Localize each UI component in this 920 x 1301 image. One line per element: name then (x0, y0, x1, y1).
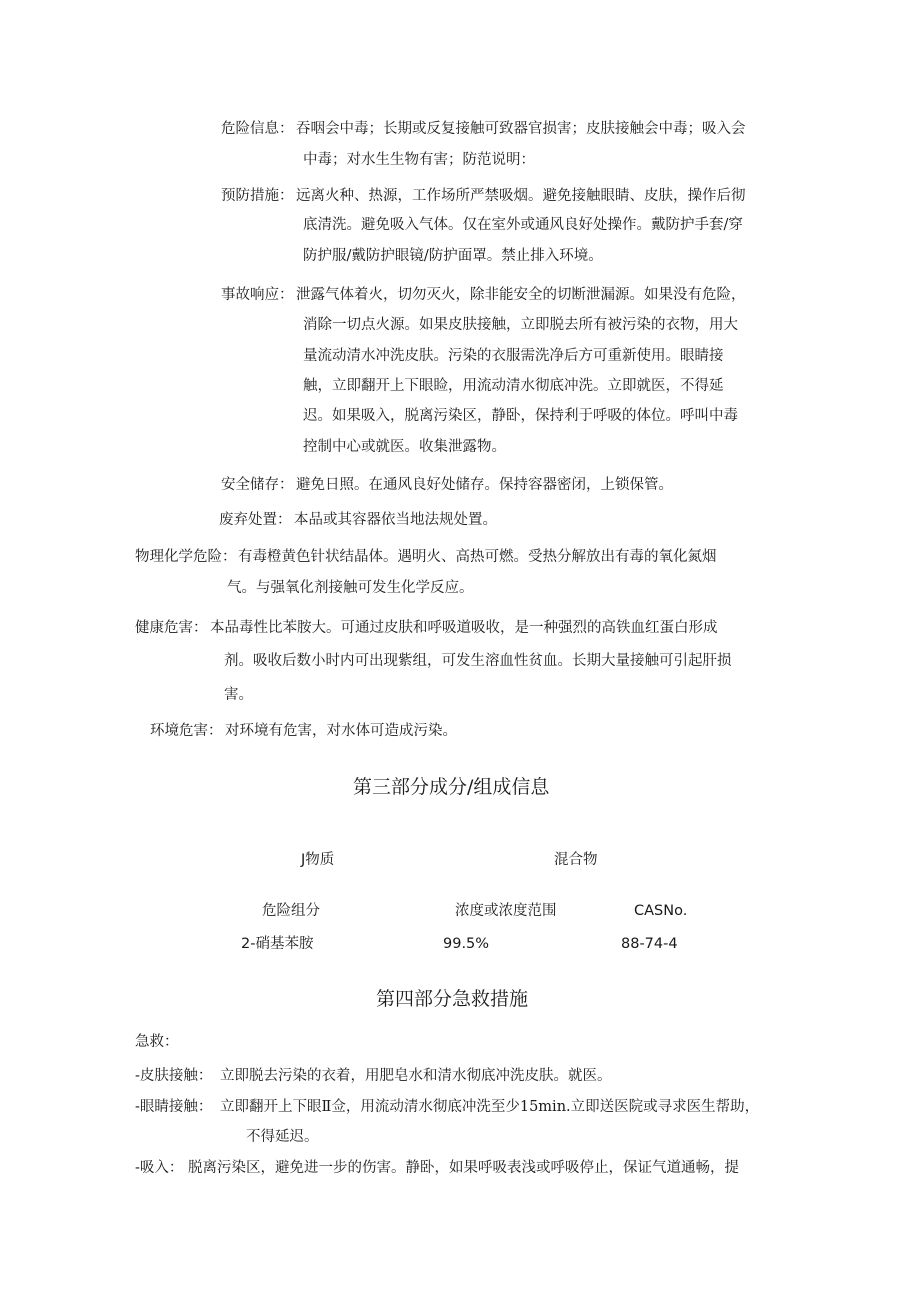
environment-line-1: 对环境有危害，对水体可造成污染。 (225, 723, 457, 739)
skin-contact-line-1: 立即脱去污染的衣着，用肥皂水和清水彻底冲洗皮肤。就医。 (220, 1068, 612, 1084)
eye-contact-line-2: 不得延迟。 (246, 1129, 319, 1145)
prevention-line-1: 远离火种、热源，工作场所严禁吸烟。避免接触眼睛、皮肤，操作后彻 (296, 188, 746, 204)
table-header-component: 危险组分 (262, 903, 320, 919)
hazard-info-line-1: 吞咽会中毒；长期或反复接触可致器官损害；皮肤接触会中毒；吸入会 (296, 121, 746, 137)
prevention-line-2: 底清洗。避免吸入气体。仅在室外或通风良好处操作。戴防护手套/穿 (303, 217, 743, 233)
disposal-line-1: 本品或其容器依当地法规处置。 (294, 512, 497, 528)
table-header-concentration: 浓度或浓度范围 (455, 903, 557, 919)
hazard-info-label: 危险信息： (221, 121, 294, 137)
table-cell-concentration: 99.5% (443, 936, 490, 952)
skin-contact-label: -皮肤接触： (135, 1068, 213, 1084)
substance-label: J物质 (301, 852, 335, 868)
storage-label: 安全储存： (221, 477, 294, 493)
disposal-label: 废弃处置： (219, 512, 292, 528)
physchem-line-2: 气。与强氧化剂接触可发生化学反应。 (227, 580, 474, 596)
response-label: 事故响应： (221, 287, 294, 303)
section4-title: 第四部分急救措施 (376, 988, 529, 1010)
health-line-3: 害。 (224, 687, 253, 703)
eye-contact-label: -眼睛接触： (135, 1099, 213, 1115)
prevention-line-3: 防护服/戴防护眼镜/防护面罩。禁止排入环境。 (303, 248, 603, 264)
response-line-4: 触，立即翻开上下眼睑，用流动清水彻底冲洗。立即就医，不得延 (303, 378, 724, 394)
mixture-label: 混合物 (554, 852, 598, 868)
response-line-6: 控制中心或就医。收集泄露物。 (303, 439, 506, 455)
table-cell-cas: 88-74-4 (621, 936, 678, 952)
environment-label: 环境危害： (150, 723, 223, 739)
physchem-line-1: 有毒橙黄色针状结晶体。遇明火、高热可燃。受热分解放出有毒的氧化氮烟 (238, 549, 717, 565)
health-line-2: 剂。吸收后数小时内可出现紫组，可发生溶血性贫血。长期大量接触可引起肝损 (224, 653, 732, 669)
prevention-label: 预防措施： (221, 188, 294, 204)
health-label: 健康危害： (135, 620, 208, 636)
response-line-3: 量流动清水冲洗皮肤。污染的衣服需洗净后方可重新使用。眼睛接 (303, 348, 724, 364)
response-line-5: 迟。如果吸入，脱离污染区，静卧，保持利于呼吸的体位。呼叫中毒 (303, 408, 738, 424)
inhalation-label: -吸入： (135, 1160, 184, 1176)
storage-line-1: 避免日照。在通风良好处储存。保持容器密闭，上锁保管。 (296, 477, 673, 493)
physchem-label: 物理化学危险： (135, 549, 237, 565)
first-aid-intro: 急救： (135, 1034, 179, 1050)
response-line-2: 消除一切点火源。如果皮肤接触，立即脱去所有被污染的衣物，用大 (303, 317, 738, 333)
section3-title: 第三部分成分/组成信息 (353, 776, 550, 798)
inhalation-line-1: 脱离污染区，避免进一步的伤害。静卧，如果呼吸表浅或呼吸停止，保证气道通畅，提 (188, 1160, 739, 1176)
table-header-cas: CASNo. (634, 903, 688, 919)
table-cell-name: 2-硝基苯胺 (241, 936, 314, 952)
hazard-info-line-2: 中毒；对水生生物有害；防范说明： (303, 152, 535, 168)
eye-contact-line-1: 立即翻开上下眼Ⅱ佥，用流动清水彻底冲洗至少15min.立即送医院或寻求医生帮助， (220, 1099, 760, 1115)
health-line-1: 本品毒性比苯胺大。可通过皮肤和呼吸道吸收，是一种强烈的高铁血红蛋白形成 (210, 620, 718, 636)
response-line-1: 泄露气体着火，切勿灭火，除非能安全的切断泄漏源。如果没有危险， (296, 287, 746, 303)
